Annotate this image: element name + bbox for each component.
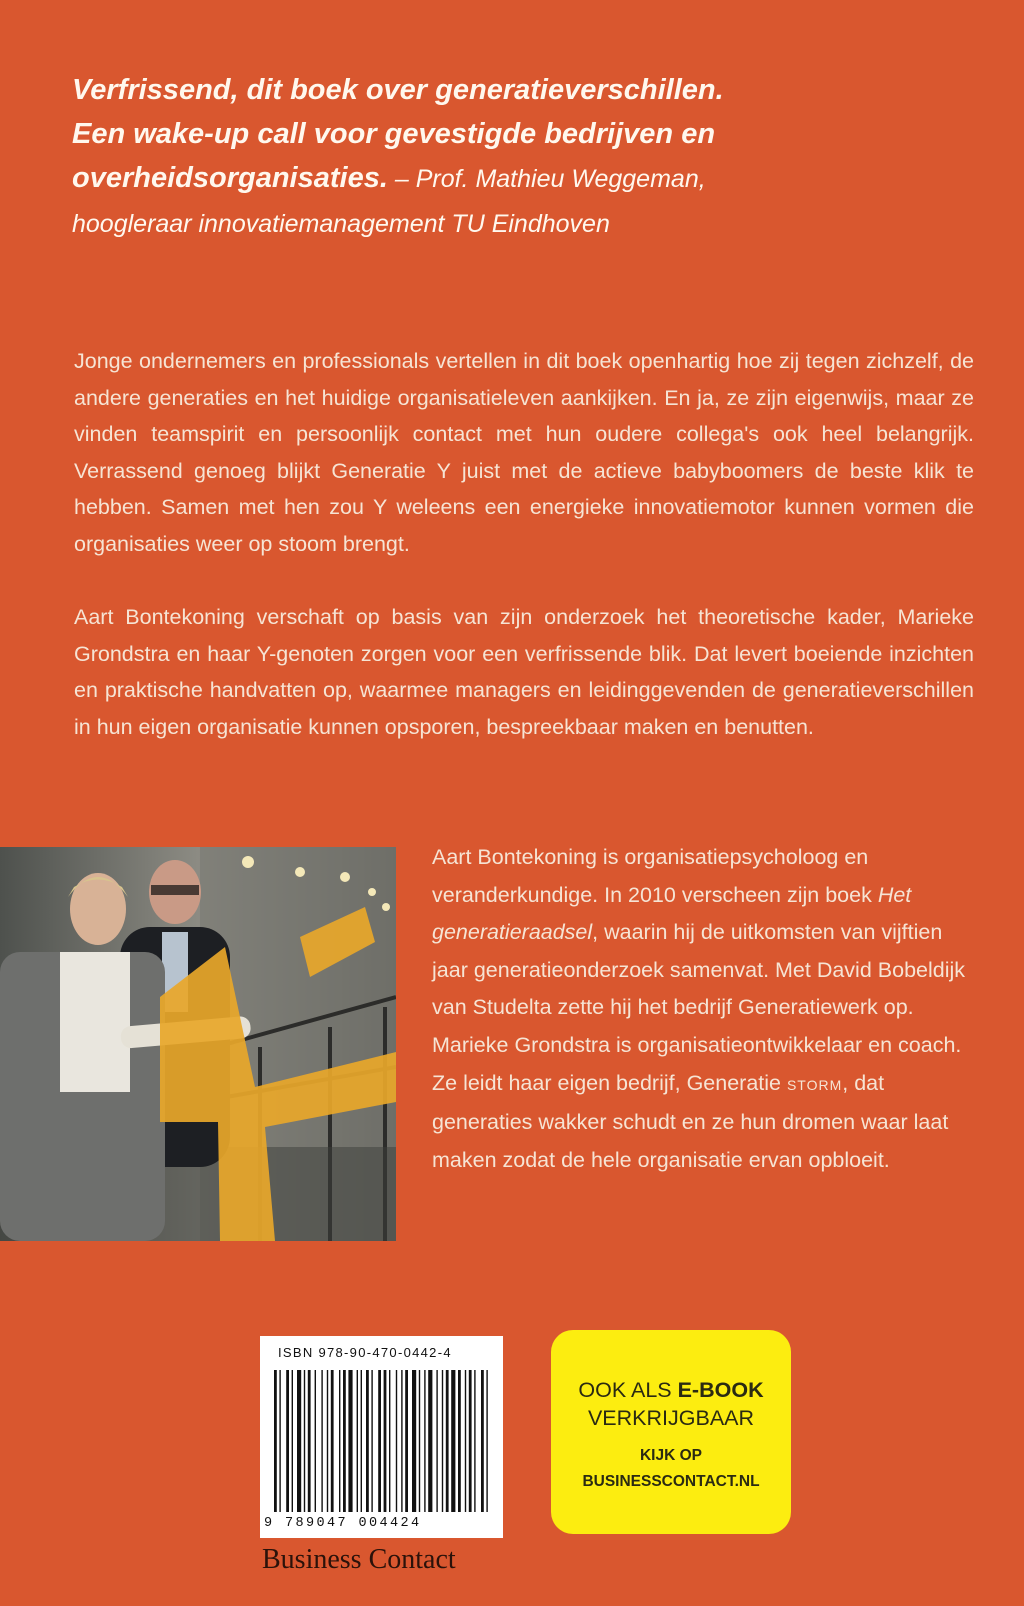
barcode-bar [486, 1370, 487, 1512]
cover-quote [72, 68, 972, 246]
publisher-name: Business Contact [262, 1544, 456, 1575]
barcode-bar [357, 1370, 358, 1512]
barcode-bar [424, 1370, 425, 1512]
bio-marieke-text-1: Marieke Grondstra is organisatieontwikkelaar en coach. Ze leidt haar eigen bedrijf, Generatie [432, 1033, 962, 1095]
ebook-badge-ebook: E-BOOK [677, 1378, 764, 1402]
barcode-bar [274, 1370, 277, 1512]
barcode-bar [451, 1370, 455, 1512]
barcode-bar [321, 1370, 322, 1512]
quote-line-1: Verfrissend, dit boek over generatieverschillen. [72, 74, 724, 106]
barcode-bar [348, 1370, 352, 1512]
bio-aart-text-1: Aart Bontekoning is organisatiepsycholoog en veranderkundige. In 2010 verscheen zijn boek [432, 845, 878, 907]
barcode-bar [279, 1370, 280, 1512]
barcode-bar [469, 1370, 472, 1512]
barcode-bar [465, 1370, 466, 1512]
barcode-bar [315, 1370, 316, 1512]
barcode-bar [396, 1370, 397, 1512]
ean-number: 9 789047 004424 [264, 1516, 422, 1531]
barcode-bar [304, 1370, 305, 1512]
barcode-bar [405, 1370, 408, 1512]
barcode-bar [366, 1370, 369, 1512]
bio-marieke-storm: STORM [786, 1076, 843, 1093]
barcode-bar [308, 1370, 311, 1512]
ebook-badge-line-2: VERKRIJGBAAR [587, 1406, 755, 1430]
author-bio-marieke [432, 1027, 967, 1179]
quote-attribution-role: hoogleraar innovatiemanagement TU Eindhoven [72, 210, 610, 238]
bio-aart-book-title: Het generatieraadsel [432, 882, 912, 944]
barcode-bar [378, 1370, 381, 1512]
isbn-barcode [260, 1336, 503, 1538]
barcode-bar [428, 1370, 432, 1512]
ebook-badge-pre: OOK ALS [578, 1378, 678, 1402]
barcode-bar [343, 1370, 346, 1512]
barcode-bar [339, 1370, 340, 1512]
barcode-bar [458, 1370, 461, 1512]
authors-photo [0, 847, 396, 1241]
bio-aart-text-2: , waarin hij de uitkomsten van vijftien jaar generatieonderzoek samenvat. Met David Bobeldijk van Studelta zette hij het bedrijf Generatiewerk op. [432, 920, 966, 1019]
barcode-bar [481, 1370, 484, 1512]
isbn-text: ISBN 978-90-470-0442-4 [278, 1345, 452, 1360]
barcode-bar [446, 1370, 449, 1512]
barcode-bar [292, 1370, 293, 1512]
barcode-bar [286, 1370, 289, 1512]
blurb-paragraph-2: Aart Bontekoning verschaft op basis van zijn onderzoek het theoretische kader, Marieke Grondstra en haar Y-genoten zorgen voor een verfrissende blik. Dat levert boeiende inzichten en praktische handvatten op, waarmee managers en leidinggevenden de generatieverschillen in hun eigen organisatie kunnen opsporen, bespreekbaar maken en benutten. [74, 605, 974, 739]
barcode-bar [412, 1370, 416, 1512]
barcode-bar [474, 1370, 475, 1512]
barcode-bar [419, 1370, 420, 1512]
quote-attribution: – Prof. Mathieu Weggeman, [387, 165, 706, 193]
barcode-bar [436, 1370, 437, 1512]
bio-marieke-text-2: , dat generaties wakker schudt en ze hun dromen waar laat maken zodat de hele organisatie ervan opbloeit. [432, 1070, 949, 1172]
barcode-bar [389, 1370, 390, 1512]
quote-line-3: overheidsorganisaties. [72, 162, 388, 194]
author-bio-aart [432, 839, 967, 1027]
barcode-bar [331, 1370, 334, 1512]
ebook-badge [551, 1330, 791, 1534]
barcode-bar [327, 1370, 328, 1512]
authors-photo-illustration [0, 847, 396, 1241]
quote-line-2: Een wake-up call voor gevestigde bedrijven en [72, 118, 716, 150]
barcode-bar [384, 1370, 387, 1512]
ebook-badge-line-3: KIJK OP [639, 1447, 702, 1464]
barcode-bars [260, 1336, 503, 1538]
barcode-bar [297, 1370, 301, 1512]
barcode-bar [442, 1370, 443, 1512]
barcode-bar [401, 1370, 402, 1512]
barcode-bar [361, 1370, 362, 1512]
blurb-paragraph-1: Jonge ondernemers en professionals vertellen in dit boek openhartig hoe zij tegen zichzelf, de andere generaties en het huidige organisatieleven aankijken. En ja, ze zijn eigenwijs, maar ze vinden teamspirit en persoonlijk contact met hun oudere collega's ook heel belangrijk. Verrassend genoeg blijkt Generatie Y juist met de actieve babyboomers de beste klik te hebben. Samen met hen zou Y weleens een energieke innovatiemotor kunnen vormen die organisaties weer op stoom brengt. [74, 349, 974, 556]
barcode-bar [371, 1370, 372, 1512]
ebook-badge-line-1 [551, 1376, 791, 1404]
ebook-badge-website: BUSINESSCONTACT.NL [582, 1473, 760, 1490]
